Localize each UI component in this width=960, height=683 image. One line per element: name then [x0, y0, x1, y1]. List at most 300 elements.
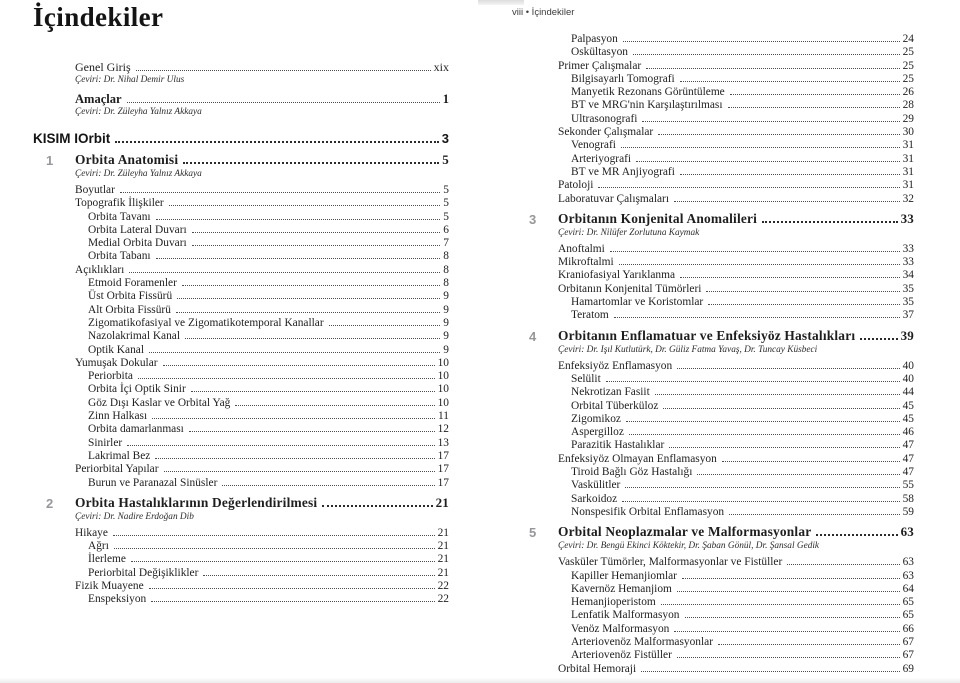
dot-leader	[169, 205, 441, 206]
toc-entry	[558, 583, 914, 596]
toc-entry	[558, 269, 914, 282]
toc-page-number: 9	[443, 290, 449, 303]
toc-entry	[558, 309, 914, 322]
toc-entry	[75, 580, 449, 593]
dot-leader	[621, 147, 900, 148]
toc-entry-label: Manyetik Rezonans Görüntüleme	[571, 86, 725, 99]
toc-entry	[75, 370, 449, 383]
toc-entry	[558, 33, 914, 46]
dot-leader	[658, 134, 899, 135]
toc-entry	[558, 493, 914, 506]
dot-leader	[183, 162, 439, 164]
toc-page-number: 25	[902, 59, 914, 72]
toc-entry	[558, 193, 914, 206]
toc-entry-label: Fizik Muayene	[75, 580, 144, 593]
dot-leader	[138, 378, 435, 379]
toc-page-number: 21	[437, 540, 449, 553]
toc-entry-label: Optik Kanal	[88, 343, 144, 356]
dot-leader	[155, 458, 434, 459]
dot-leader	[149, 352, 440, 353]
toc-entry-label: Vasküler Tümörler, Malformasyonlar ve Fistüller	[558, 556, 783, 569]
toc-entry-label: Aspergilloz	[571, 426, 624, 439]
toc-entry-label: Orbital Tüberküloz	[571, 399, 659, 412]
translator-line: Çeviri: Dr. Züleyha Yalnız Akkaya	[75, 169, 202, 179]
toc-entry	[558, 153, 914, 166]
toc-entry-label: Primer Çalışmalar	[558, 59, 642, 72]
dot-leader	[641, 671, 899, 672]
dot-leader	[222, 485, 434, 486]
chapter-entry	[529, 210, 914, 227]
part-entry	[33, 130, 449, 147]
toc-page-number: 63	[902, 556, 914, 569]
toc-page-number: 46	[902, 426, 914, 439]
dot-leader	[149, 588, 435, 589]
toc-page-number: 11	[438, 410, 449, 423]
dot-leader	[151, 601, 434, 602]
toc-entry-label: Venöz Malformasyon	[571, 622, 670, 635]
toc-entry	[558, 386, 914, 399]
toc-entry	[75, 567, 449, 580]
toc-entry-label: Arteriyografi	[571, 152, 632, 165]
toc-entry-label: Orbital Hemoraji	[558, 662, 637, 675]
chapter-title: Orbitanın Konjenital Anomalileri	[558, 210, 758, 226]
toc-entry	[558, 439, 914, 452]
translator-line: Çeviri: Dr. Nihal Demir Ulus	[75, 75, 185, 85]
toc-page-number: 69	[902, 662, 914, 675]
chapter-title: Orbita Anatomisi	[75, 152, 179, 167]
toc-entry	[558, 479, 914, 492]
toc-page-number: 21	[437, 566, 449, 579]
chapter-entry	[529, 523, 914, 541]
toc-entry	[558, 426, 914, 439]
dot-leader	[114, 548, 435, 549]
toc-entry	[75, 92, 449, 106]
toc-entry	[75, 423, 449, 436]
toc-page-number: 10	[437, 396, 449, 409]
toc-page-number: 3	[441, 131, 449, 146]
toc-page-number: 33	[900, 210, 914, 226]
toc-entry-label: Venografi	[571, 139, 616, 152]
toc-entry-label: Ağrı	[88, 540, 109, 553]
toc-entry-label: Nekrotizan Fasiit	[571, 386, 650, 399]
dot-leader	[663, 408, 899, 409]
translator-line: Çeviri: Dr. Işıl Kutlutürk, Dr. Güliz Fatma Yavaş, Dr. Tuncay Küsbeci	[558, 344, 818, 355]
dot-leader	[164, 471, 435, 472]
toc-entry	[558, 506, 914, 519]
dot-leader	[646, 68, 899, 69]
left-page	[33, 0, 450, 683]
toc-entry-label: Lenfatik Malformasyon	[571, 609, 680, 622]
toc-entry-label: Kavernöz Hemanjiom	[571, 582, 672, 595]
toc-entry-label: Kapiller Hemanjiomlar	[571, 569, 677, 582]
toc-page-number: 34	[902, 269, 914, 282]
toc-page-number: 10	[437, 356, 449, 369]
toc-entry	[75, 317, 449, 330]
toc-entry	[75, 540, 449, 553]
toc-entry-label: Orbita damarlanması	[88, 423, 184, 436]
toc-entry	[558, 296, 914, 309]
toc-entry	[558, 283, 914, 296]
translator-line: Çeviri: Dr. Nilüfer Zorlutuna Kaymak	[558, 227, 700, 238]
dot-leader	[127, 445, 434, 446]
toc-entry-label: Anoftalmi	[558, 242, 605, 255]
chapter-number: 3	[529, 211, 537, 227]
toc-page-number: 31	[902, 165, 914, 178]
toc-entry	[558, 99, 914, 112]
page-title: İçindekiler	[33, 2, 164, 32]
frontmatter-block	[75, 92, 449, 118]
toc-entry-label: Zinn Halkası	[88, 410, 148, 423]
dot-leader	[708, 304, 899, 305]
toc-page-number: 9	[443, 330, 449, 343]
toc-entry-label: Topografik İlişkiler	[75, 197, 164, 210]
toc-entry-label: BT ve MRG'nin Karşılaştırılması	[571, 99, 723, 112]
frontmatter-block	[75, 60, 449, 86]
toc-entry-label: Patoloji	[558, 179, 594, 192]
toc-entry-label: Kraniofasiyal Yarıklanma	[558, 269, 676, 282]
toc-page-number: 25	[902, 72, 914, 85]
toc-page-number: 33	[902, 242, 914, 255]
chapter-block	[529, 327, 914, 356]
toc-entry-label: Enfeksiyöz Olmayan Enflamasyon	[558, 452, 717, 465]
toc-entry	[558, 166, 914, 179]
toc-entry	[558, 649, 914, 662]
dot-leader	[661, 604, 900, 605]
toc-page-number: 47	[902, 439, 914, 452]
dot-leader	[728, 107, 900, 108]
toc-entry-label: Tiroid Bağlı Göz Hastalığı	[571, 466, 693, 479]
toc-page-number: 31	[902, 139, 914, 152]
toc-page-number: 8	[443, 277, 449, 290]
toc-page-number: 31	[902, 152, 914, 165]
toc-entry-label: Orbitanın Konjenital Tümörleri	[558, 282, 702, 295]
toc-page-number: 12	[437, 423, 449, 436]
toc-entry	[75, 383, 449, 396]
toc-entry	[558, 243, 914, 256]
toc-page-number: 8	[443, 250, 449, 263]
toc-page-number: 5	[443, 210, 449, 223]
dot-leader	[730, 94, 900, 95]
toc-page-number: 5	[443, 197, 449, 210]
toc-entry	[75, 437, 449, 450]
part-title: Orbit	[78, 131, 111, 146]
chapter-block	[529, 523, 914, 552]
dot-leader	[115, 141, 439, 143]
dot-leader	[120, 192, 440, 193]
toc-entry-label: Alt Orbita Fissürü	[88, 303, 171, 316]
toc-entry	[75, 410, 449, 423]
toc-entry-label: Periorbita	[88, 370, 133, 383]
dot-leader	[622, 501, 899, 502]
dot-leader	[136, 70, 431, 71]
dot-leader	[152, 418, 435, 419]
toc-entry	[558, 113, 914, 126]
dot-leader	[680, 81, 900, 82]
toc-entry-label: Orbita İçi Optik Sinir	[88, 383, 186, 396]
dot-leader	[626, 421, 900, 422]
toc-entry	[75, 397, 449, 410]
toc-page-number: 47	[902, 452, 914, 465]
dot-leader	[192, 232, 441, 233]
toc-page-number: 55	[902, 479, 914, 492]
toc-entry-label: Ultrasonografi	[571, 112, 638, 125]
toc-entry	[558, 556, 914, 569]
running-header: viii • İçindekiler	[512, 7, 575, 18]
toc-entry-label: Bilgisayarlı Tomografi	[571, 72, 675, 85]
chapter-title: Orbital Neoplazmalar ve Malformasyonlar	[558, 524, 812, 540]
toc-page-number: 21	[437, 526, 449, 539]
toc-entry-label: Açıklıkları	[75, 263, 125, 276]
toc-entry-label: Laboratuvar Çalışmaları	[558, 192, 670, 205]
toc-page-number: 35	[902, 282, 914, 295]
chapter-entry	[46, 494, 449, 511]
toc-page-number: 37	[902, 309, 914, 322]
toc-entry	[75, 330, 449, 343]
toc-entry	[558, 636, 914, 649]
dot-leader	[192, 245, 441, 246]
toc-page-number: 9	[443, 316, 449, 329]
chapter-block	[46, 151, 449, 180]
toc-entry	[558, 179, 914, 192]
toc-entry	[75, 593, 449, 606]
toc-page-number: 17	[437, 449, 449, 462]
dot-leader	[677, 368, 899, 369]
toc-entry-label: Zigomatikofasiyal ve Zigomatikotemporal Kanallar	[88, 316, 324, 329]
toc-entry	[558, 256, 914, 269]
toc-page-number: xix	[433, 60, 449, 74]
translator-line: Çeviri: Dr. Bengü Ekinci Köktekir, Dr. Şaban Gönül, Dr. Şansal Gedik	[558, 541, 820, 552]
toc-entry-label: Orbita Tabanı	[88, 250, 151, 263]
chapter-block	[529, 210, 914, 239]
toc-entry	[558, 86, 914, 99]
dot-leader	[177, 298, 440, 299]
toc-page-number: 17	[437, 463, 449, 476]
toc-entry-label: Mikroftalmi	[558, 256, 614, 269]
toc-entry-label: Periorbital Yapılar	[75, 463, 159, 476]
toc-entry	[558, 73, 914, 86]
toc-entry	[75, 290, 449, 303]
chapter-block	[46, 494, 449, 523]
toc-entry	[75, 344, 449, 357]
toc-entry	[75, 60, 449, 74]
toc-entry-label: Sarkoidoz	[571, 492, 618, 505]
dot-leader	[680, 277, 900, 278]
toc-page-number: 26	[902, 86, 914, 99]
toc-page-number: 29	[902, 112, 914, 125]
toc-entry-label: BT ve MR Anjiyografi	[571, 165, 675, 178]
toc-entry-label: Parazitik Hastalıklar	[571, 439, 665, 452]
toc-entry-label: Hikaye	[75, 526, 108, 539]
toc-entry-label: Enfeksiyöz Enflamasyon	[558, 359, 673, 372]
toc-entry	[558, 453, 914, 466]
chapter-number: 1	[46, 153, 54, 168]
dot-leader	[131, 561, 435, 562]
dot-leader	[598, 187, 899, 188]
toc-page-number: 64	[902, 582, 914, 595]
toc-entry	[75, 304, 449, 317]
toc-page-number: 21	[437, 553, 449, 566]
toc-entry	[75, 237, 449, 250]
toc-entry-label: Sinirler	[88, 436, 123, 449]
dot-leader	[329, 325, 441, 326]
dot-leader	[669, 447, 899, 448]
chapter-number: 5	[529, 525, 537, 541]
toc-entry	[75, 224, 449, 237]
dot-leader	[685, 617, 900, 618]
toc-entry	[75, 450, 449, 463]
toc-page-number: 13	[437, 436, 449, 449]
dot-leader	[816, 534, 897, 536]
toc-page-number: 59	[902, 505, 914, 518]
toc-left	[33, 60, 449, 607]
toc-entry	[558, 413, 914, 426]
dot-leader	[674, 201, 900, 202]
toc-entry	[75, 463, 449, 476]
dot-leader	[614, 317, 900, 318]
dot-leader	[156, 219, 441, 220]
dot-leader	[636, 161, 900, 162]
toc-entry	[75, 250, 449, 263]
dot-leader	[156, 258, 441, 259]
toc-page-number: 65	[902, 609, 914, 622]
chapter-title: Orbita Hastalıklarının Değerlendirilmesi	[75, 494, 318, 510]
toc-page-number: 47	[902, 466, 914, 479]
toc-page-number: 1	[442, 92, 449, 106]
dot-leader	[722, 461, 900, 462]
dot-leader	[606, 381, 900, 382]
dot-leader	[677, 657, 900, 658]
toc-entry-label: Teratom	[571, 309, 609, 322]
chapter-number: 2	[46, 495, 54, 511]
toc-page-number: 45	[902, 399, 914, 412]
toc-entry-label: Orbita Lateral Duvarı	[88, 223, 187, 236]
dot-leader	[623, 41, 900, 42]
dot-leader	[625, 487, 899, 488]
toc-entry-label: Amaçlar	[75, 92, 122, 106]
toc-entry	[558, 360, 914, 373]
dot-leader	[762, 221, 898, 223]
toc-entry-label: Arteriovenöz Malformasyonlar	[571, 635, 714, 648]
toc-entry	[75, 264, 449, 277]
toc-page-number: 65	[902, 596, 914, 609]
dot-leader	[633, 54, 900, 55]
toc-entry	[558, 623, 914, 636]
part-number: KISIM I	[33, 131, 79, 146]
dot-leader	[629, 434, 900, 435]
toc-entry-label: Palpasyon	[571, 33, 618, 45]
toc-page-number: 21	[435, 494, 449, 510]
toc-page-number: 66	[902, 622, 914, 635]
toc-page-number: 30	[902, 126, 914, 139]
toc-entry-label: Arteriovenöz Fistüller	[571, 649, 672, 662]
toc-entry-label: Medial Orbita Duvarı	[88, 237, 187, 250]
toc-entry	[558, 663, 914, 676]
chapter-title: Orbitanın Enflamatuar ve Enfeksiyöz Hastalıkları	[558, 327, 856, 343]
toc-entry	[558, 139, 914, 152]
toc-right	[529, 33, 914, 676]
toc-entry	[75, 184, 449, 197]
toc-entry-label: Genel Giriş	[75, 60, 131, 74]
toc-page-number: 33	[902, 256, 914, 269]
toc-entry-label: Selülit	[571, 372, 601, 385]
dot-leader	[182, 285, 440, 286]
scan-edge-artifact	[478, 0, 524, 5]
toc-page-number: 31	[902, 179, 914, 192]
toc-entry	[558, 400, 914, 413]
toc-page-number: 32	[902, 192, 914, 205]
toc-page-number: 35	[902, 296, 914, 309]
dot-leader	[642, 121, 899, 122]
toc-page-number: 5	[443, 184, 449, 196]
dot-leader	[203, 575, 434, 576]
toc-entry	[75, 357, 449, 370]
dot-leader	[185, 338, 440, 339]
toc-page-number: 67	[902, 635, 914, 648]
dot-leader	[176, 312, 440, 313]
toc-entry	[75, 277, 449, 290]
toc-entry	[558, 373, 914, 386]
dot-leader	[610, 251, 900, 252]
dot-leader	[113, 535, 435, 536]
dot-leader	[860, 338, 897, 340]
toc-page-number: 24	[902, 33, 914, 45]
dot-leader	[191, 391, 435, 392]
toc-entry-label: Lakrimal Bez	[88, 449, 151, 462]
toc-page-number: 8	[443, 263, 449, 276]
toc-entry	[558, 596, 914, 609]
toc-entry	[558, 609, 914, 622]
toc-page-number: 22	[437, 580, 449, 593]
toc-entry-label: İlerleme	[88, 553, 126, 566]
dot-leader	[718, 644, 900, 645]
toc-page-number: 10	[437, 370, 449, 383]
toc-entry-label: Burun ve Paranazal Sinüsler	[88, 476, 218, 489]
toc-page-number: 58	[902, 492, 914, 505]
dot-leader	[655, 394, 900, 395]
dot-leader	[189, 431, 435, 432]
toc-page-number: 40	[902, 372, 914, 385]
dot-leader	[729, 514, 899, 515]
dot-leader	[682, 578, 900, 579]
toc-page-number: 17	[437, 476, 449, 489]
toc-entry-label: Orbita Tavanı	[88, 210, 151, 223]
toc-entry	[75, 553, 449, 566]
toc-entry-label: Yumuşak Dokular	[75, 356, 158, 369]
toc-entry	[75, 211, 449, 224]
toc-entry-label: Hemanjioperistom	[571, 596, 656, 609]
toc-page-number: 40	[902, 359, 914, 372]
dot-leader	[787, 564, 899, 565]
toc-page-number: 28	[902, 99, 914, 112]
toc-page-number: 63	[900, 524, 914, 540]
toc-entry	[75, 527, 449, 540]
toc-entry	[75, 477, 449, 490]
toc-entry-label: Oskültasyon	[571, 46, 628, 59]
toc-entry-label: Nazolakrimal Kanal	[88, 330, 181, 343]
toc-entry-label: Zigomikoz	[571, 412, 621, 425]
toc-entry-label: Boyutlar	[75, 184, 115, 196]
toc-entry-label: Hamartomlar ve Koristomlar	[571, 296, 704, 309]
toc-page-number: 39	[900, 327, 914, 343]
toc-entry-label: Sekonder Çalışmalar	[558, 126, 654, 139]
dot-leader	[129, 272, 440, 273]
toc-entry-label: Göz Dışı Kaslar ve Orbital Yağ	[88, 396, 231, 409]
toc-entry-label: Nonspesifik Orbital Enflamasyon	[571, 505, 725, 518]
toc-entry	[558, 60, 914, 73]
dot-leader	[235, 405, 434, 406]
toc-page-number: 7	[443, 237, 449, 250]
toc-page-number: 10	[437, 383, 449, 396]
